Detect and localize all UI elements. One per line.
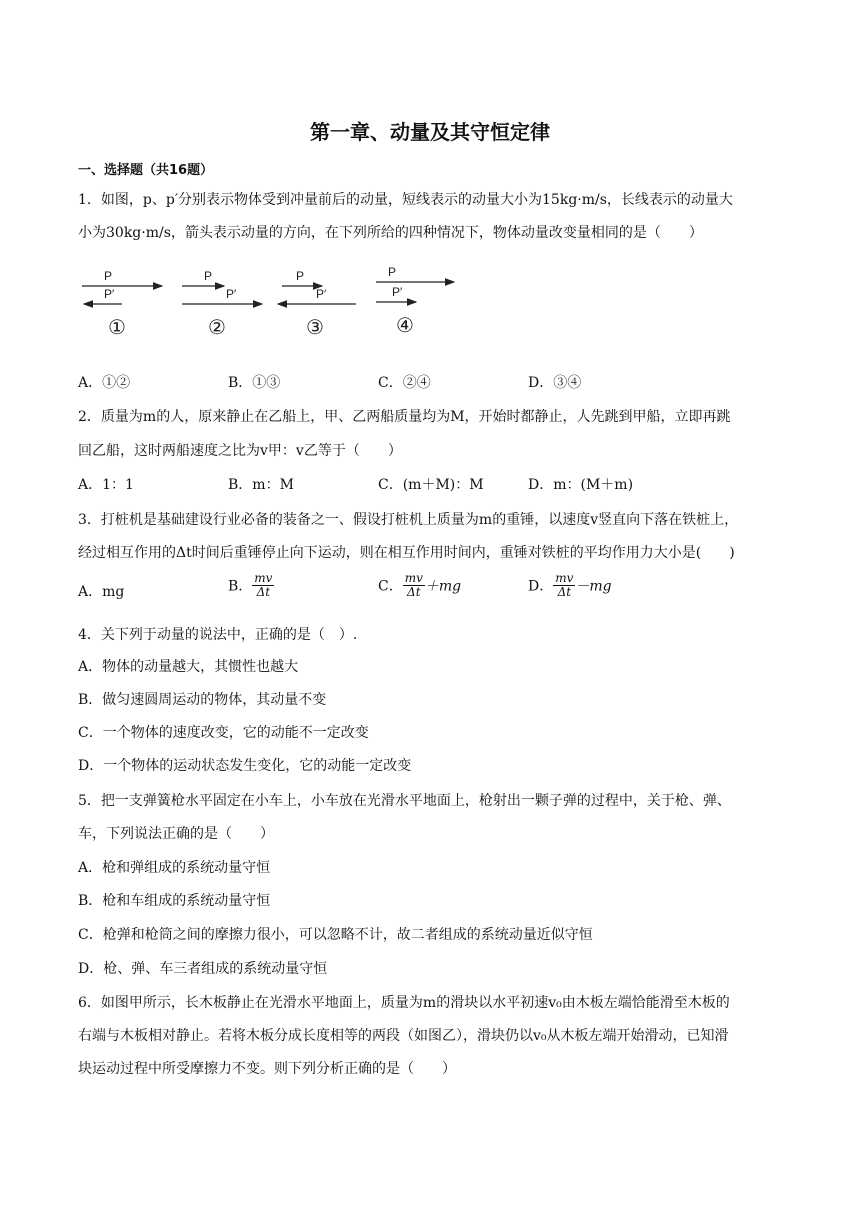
choice-b[interactable]: B．做匀速圆周运动的物体，其动量不变 (78, 692, 327, 708)
question-6-line-3: 块运动过程中所受摩擦力不变。则下列分析正确的是（ ） (78, 1061, 456, 1077)
option-b[interactable]: B．m：M (228, 477, 294, 493)
option-a[interactable]: A．①② (78, 375, 131, 391)
question-6-line-1: 6．如图甲所示，长木板静止在光滑水平地面上，质量为m的滑块以水平初速v₀由木板左端恰能滑至木板的 (78, 995, 730, 1011)
choice-d[interactable]: D．枪、弹、车三者组成的系统动量守恒 (78, 961, 328, 977)
option-d[interactable]: D．m：(M＋m) (528, 477, 634, 493)
label-p-prime: P′ (226, 287, 237, 301)
question-2-line-1: 2．质量为m的人，原来静止在乙船上，甲、乙两船质量均为M，开始时都静止，人先跳到甲船，立即再跳 (78, 409, 731, 425)
option-a[interactable]: A．mg (78, 584, 125, 600)
label-p-prime: P′ (316, 287, 327, 301)
figure-number: ④ (396, 315, 414, 337)
figure-4 (376, 266, 454, 337)
option-d[interactable]: D． $\frac{mv}{\Delta t}$ －mg (528, 571, 612, 599)
question-2-line-2: 回乙船，这时两船速度之比为v甲：v乙等于（ ） (78, 443, 402, 459)
label-p: P (296, 269, 305, 283)
option-b[interactable]: B．①③ (228, 375, 281, 391)
section-heading: 一、选择题（共16题） (78, 163, 214, 178)
choice-c[interactable]: C．一个物体的速度改变，它的动能不一定改变 (78, 725, 369, 741)
choice-a[interactable]: A．物体的动量越大，其惯性也越大 (78, 659, 299, 675)
figure-number: ① (108, 317, 126, 339)
option-b[interactable]: B． $\frac{mv}{\Delta t}$ (228, 571, 273, 599)
question-1-line-1: 1．如图，p、p′分别表示物体受到冲量前后的动量，短线表示的动量大小为15kg·m/s，长线表示的动量大 (78, 192, 733, 208)
figure-1 (82, 269, 162, 339)
question-3-line-1: 3．打桩机是基础建设行业必备的装备之一、假设打桩机上质量为m的重锤，以速度v竖直向下落在铁桩上， (78, 512, 739, 528)
momentum-diagram (78, 266, 478, 342)
choice-d[interactable]: D．一个物体的运动状态发生变化，它的动能一定改变 (78, 758, 412, 774)
figure-2 (182, 269, 262, 339)
label-p: P (104, 269, 113, 283)
fraction-mv-over-dt: $\frac{mv}{\Delta t}$ (404, 571, 423, 599)
label-p-prime: P′ (392, 285, 403, 299)
label-p: P (204, 269, 213, 283)
choice-b[interactable]: B．枪和车组成的系统动量守恒 (78, 893, 271, 909)
option-d[interactable]: D．③④ (528, 375, 582, 391)
question-4-line-1: 4．关下列于动量的说法中，正确的是（ ）. (78, 627, 358, 643)
question-3-line-2: 经过相互作用的Δt时间后重锤停止向下运动，则在相互作用时间内，重锤对铁桩的平均作用力大小是( ) (78, 545, 735, 561)
fraction-mv-over-dt: $\frac{mv}{\Delta t}$ (555, 571, 574, 599)
choice-a[interactable]: A．枪和弹组成的系统动量守恒 (78, 860, 271, 876)
figure-number: ② (208, 317, 226, 339)
figure-number: ③ (306, 317, 324, 339)
page-title: 第一章、动量及其守恒定律 (310, 120, 550, 144)
choice-c[interactable]: C．枪弹和枪筒之间的摩擦力很小，可以忽略不计，故二者组成的系统动量近似守恒 (78, 927, 593, 943)
label-p: P (388, 266, 397, 279)
option-c[interactable]: C． $\frac{mv}{\Delta t}$ ＋mg (378, 571, 462, 599)
figure-3 (278, 269, 356, 339)
option-a[interactable]: A．1：1 (78, 477, 134, 493)
question-6-line-2: 右端与木板相对静止。若将木板分成长度相等的两段（如图乙），滑块仍以v₀从木板左端开始滑动，已知滑 (78, 1028, 729, 1044)
option-c[interactable]: C．(m＋M)：M (378, 477, 484, 493)
fraction-mv-over-dt: $\frac{mv}{\Delta t}$ (254, 571, 273, 599)
question-3-options (78, 572, 786, 608)
label-p-prime: P′ (104, 287, 115, 301)
question-5-line-2: 车，下列说法正确的是（ ） (78, 826, 274, 842)
question-1-line-2: 小为30kg·m/s，箭头表示动量的方向，在下列所给的四种情况下，物体动量改变量相同的是（ ） (78, 225, 703, 241)
option-c[interactable]: C．②④ (378, 375, 431, 391)
question-5-line-1: 5．把一支弹簧枪水平固定在小车上，小车放在光滑水平地面上，枪射出一颗子弹的过程中，关于枪、弹、 (78, 793, 731, 809)
